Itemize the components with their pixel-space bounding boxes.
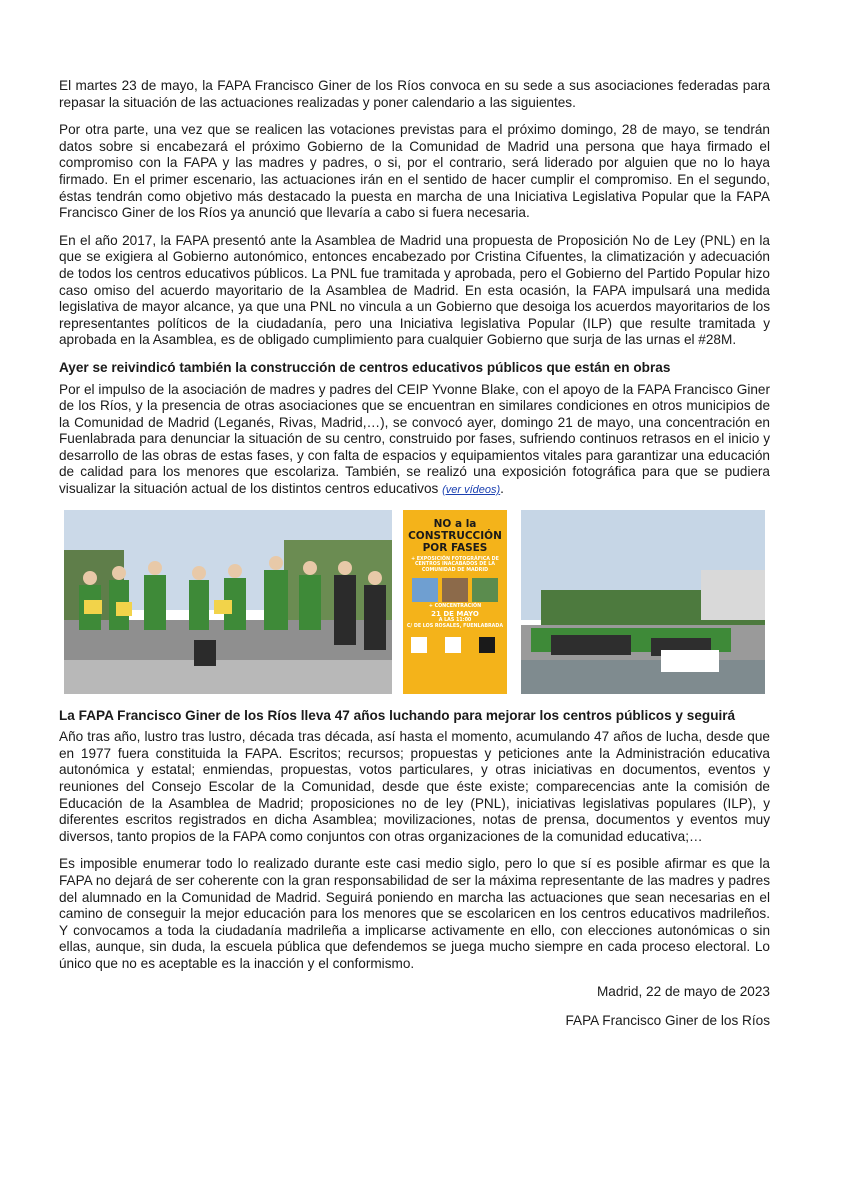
- poster-line3: POR FASES: [422, 541, 488, 554]
- poster-title: [403, 510, 507, 554]
- paragraph-pnl: En el año 2017, la FAPA presentó ante la Asamblea de Madrid una propuesta de Proposición No de Ley (PNL) en la que se exigiera al Gobierno autonómico, entonces encabezado por Cristina Cifuentes, la climatización y adecuación de todos los centros educativos públicos. La PNL fue tramitada y aprobada, pero el Gobierno del Partido Popular hizo caso omiso del acuerdo mayoritario de la Asamblea de Madrid. En esta ocasión, la FAPA impulsará una medida legislativa de mayor alcance, ya que una PNL no vincula a un Gobierno que desoiga los acuerdos mayoritarios de los representantes políticos de la ciudadanía, pero una Iniciativa legislativa Popular (ILP) que resulte tramitada y aprobada en la Asamblea, es de obligado cumplimiento para cualquier Gobierno que surja de las urnas el #28M.: [59, 232, 770, 348]
- paragraph-conclusion: Es imposible enumerar todo lo realizado durante este casi medio siglo, pero lo que sí es posible afirmar es que la FAPA no dejará de ser coherente con la gran responsabilidad de ser la máxima representante de las madres y padres del alumnado en la Comunidad de Madrid. Seguirá poniendo en marcha las actuaciones que sean necesarias en el camino de conseguir la mejor educación para los menores que se escolaricen en los centros educativos madrileños. Y convocamos a toda la ciudadanía madrileña a implicarse activamente en ello, con elecciones autonómicas o sin ellas, aunque, sin duda, la escuela pública que defendemos se juega mucho siempre en cada proceso electoral. Lo único que no es aceptable es la inacción y el conformismo.: [59, 856, 770, 971]
- document-page: [59, 78, 770, 1043]
- poster-logos-icon: [403, 633, 503, 657]
- poster-line1: NO a la: [433, 517, 477, 530]
- paragraph-fuenlabrada-text: Por el impulso de la asociación de madres y padres del CEIP Yvonne Blake, con el apoyo de la FAPA Francisco Giner de los Ríos, y la presencia de otras asociaciones que se encuentran en similares condiciones en otros municipios de la Comunidad de Madrid (Leganés, Rivas, Madrid,…), se convocó ayer, domingo 21 de mayo, una concentración en Fuenlabrada para denunciar la situación de su centro, construido por fases, sufriendo continuos retrasos en el inicio y desarrollo de las obras de estas fases, y con falta de espacios y equipamientos vitales para garantizar una educación de calidad para los menores que escolariza. También, se realizó una exposición fotográfica para que se pudiera visualizar la situación actual de los distintos centros educativos: [59, 381, 770, 497]
- photo-strip: [59, 510, 770, 694]
- signature-org: FAPA Francisco Giner de los Ríos: [565, 1013, 770, 1029]
- poster-exposicion: + EXPOSICIÓN FOTOGRÁFICA DE CENTROS INACABADOS DE LA COMUNIDAD DE MADRID: [411, 556, 499, 573]
- signature-block: [59, 984, 770, 1030]
- paragraph-intro: El martes 23 de mayo, la FAPA Francisco Giner de los Ríos convoca en su sede a sus asociaciones federadas para repasar la situación de las actuaciones realizadas y poner calendario a las siguientes.: [59, 78, 770, 110]
- heading-47-years: La FAPA Francisco Giner de los Ríos lleva 47 años luchando para mejorar los centros públicos y seguirá: [59, 707, 736, 723]
- poster-place: C/ DE LOS ROSALES, FUENLABRADA: [406, 623, 504, 629]
- poster-concentracion: + CONCENTRACIÓN: [428, 604, 482, 610]
- paragraph-history: Año tras año, lustro tras lustro, década tras década, así hasta el momento, acumulando 47 años de lucha, desde que en 1977 fuera constituida la FAPA. Escritos; recursos; propuestas y peticiones ante la Administración educativa autonómica y estatal; enmiendas, propuestas, votos particulares, y otras iniciativas en documentos, eventos y reuniones del Consejo Escolar de la Comunidad, desde que éste existe; comparecencias ante la comisión de Educación de la Asamblea de Madrid; proposiciones no de ley (PNL), iniciativas legislativas populares (ILP), y diferentes escritos registrados en dicha Asamblea; movilizaciones, notas de prensa, documentos y eventos muy diversos, tanto propios de la FAPA como conjuntos con otras organizaciones de la comunidad educativa;…: [59, 729, 770, 844]
- poster-photos-icon: [410, 576, 500, 604]
- paragraph-elections: Por otra parte, una vez que se realicen las votaciones previstas para el próximo domingo, 28 de mayo, se tendrán datos sobre si encabezará el próximo Gobierno de la Comunidad de Madrid una persona que haya firmado el compromiso con la FAPA y las madres y padres, o si, por el contrario, será liderado por alguien que no lo haya firmado. En el primer escenario, las actuaciones irán en el sentido de hacer cumplir el compromiso. En el segundo, éstas tendrán como objetivo más destacado la puesta en marcha de una Iniciativa Legislativa Popular que la FAPA Francisco Giner de los Ríos ya anunció que llevaría a cabo si fuera necesaria.: [59, 122, 770, 221]
- paragraph-fuenlabrada: Por el impulso de la asociación de madres y padres del CEIP Yvonne Blake, con el apoyo de la FAPA Francisco Giner de los Ríos, y la presencia de otras asociaciones que se encuentran en similares condiciones en otros municipios de la Comunidad de Madrid (Leganés, Rivas, Madrid,…), se convocó ayer, domingo 21 de mayo, una concentración en Fuenlabrada para denunciar la situación de su centro, construido por fases, sufriendo continuos retrasos en el inicio y desarrollo de las obras de estas fases, y con falta de espacios y equipamientos vitales para garantizar una educación de calidad para los menores que escolariza. También, se realizó una exposición fotográfica para que se pudiera visualizar la situación actual de los distintos centros educativos (ver vídeos).: [59, 381, 770, 497]
- protest-photo-right: [521, 510, 765, 694]
- poster-line2: CONSTRUCCIÓN: [408, 529, 502, 542]
- heading-construction: Ayer se reivindicó también la construcción de centros educativos públicos que están en obras: [59, 359, 671, 375]
- signature-place-date: Madrid, 22 de mayo de 2023: [596, 983, 770, 999]
- videos-link[interactable]: (ver vídeos): [442, 484, 501, 497]
- campaign-poster: [403, 510, 507, 694]
- protest-photo-left: [64, 510, 392, 694]
- poster-date: 21 DE MAYO: [431, 610, 479, 619]
- poster-time: A LAS 11:00: [438, 618, 472, 624]
